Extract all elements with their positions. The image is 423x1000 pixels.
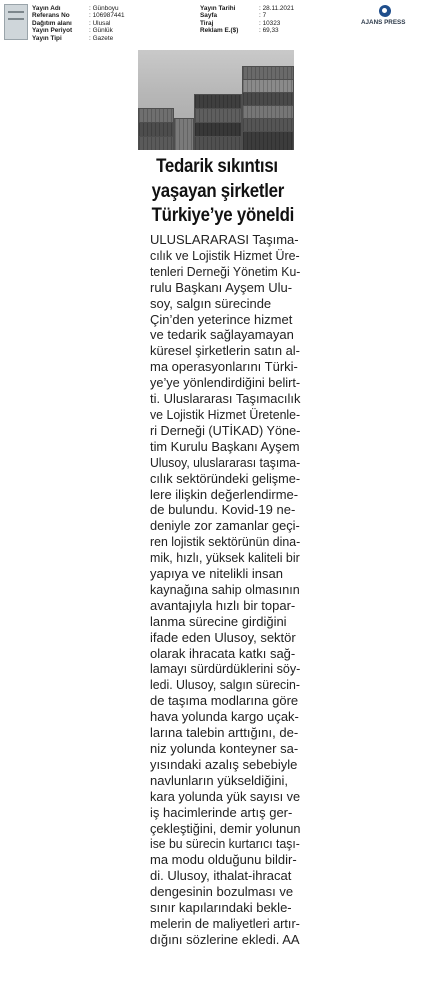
body-line: ma operasyonlarını Türki-	[150, 359, 298, 375]
body-line: iş hacimlerinde artış ger-	[150, 804, 293, 820]
info-label: Yayın Periyot	[32, 27, 73, 35]
info-value: : Ulusal	[89, 20, 110, 27]
info-label: Sayfa	[200, 12, 218, 20]
publication-info-left	[32, 5, 125, 42]
info-label: Referans No	[32, 12, 70, 20]
info-label: Yayın Tarihi	[200, 5, 236, 12]
page-thumbnail[interactable]	[4, 4, 28, 40]
body-line: de bulundu. Kovid-19 ne-	[150, 502, 296, 518]
info-row	[200, 5, 294, 12]
body-line: ifade eden Ulusoy, sektör	[150, 629, 296, 645]
info-value: : 7	[259, 12, 266, 19]
info-row	[32, 5, 125, 12]
info-value: : Günlük	[89, 27, 113, 34]
headline-line: yaşayan şirketler	[151, 179, 285, 202]
info-label: Yayın Tipi	[32, 34, 62, 42]
body-line: ti. Uluslararası Taşımacılık	[150, 391, 301, 407]
body-line: cılık sektöründeki gelişme-	[150, 470, 301, 486]
body-line: de taşıma modlarına göre	[150, 693, 299, 709]
container-stack	[174, 118, 194, 150]
info-row	[32, 20, 125, 27]
body-line: ULUSLARARASI Taşıma-	[150, 232, 299, 247]
body-line: yapıya ve nitelikli insan	[150, 566, 283, 582]
info-row	[32, 12, 125, 19]
ajans-press-logo-icon	[379, 5, 391, 17]
body-line: Çin’den yeterince hizmet	[150, 311, 293, 327]
container-terminal-photo	[138, 50, 294, 150]
body-line: hava yolunda kargo uçak-	[150, 709, 299, 725]
body-line: ise bu sürecin kurtarıcı taşı-	[150, 836, 300, 852]
info-row	[200, 20, 294, 27]
info-value: : Günboyu	[89, 5, 119, 12]
body-line: ve tedarik sağlayamayan	[150, 327, 294, 343]
clipping-header	[0, 0, 423, 46]
publication-info-right	[200, 5, 294, 35]
body-line: deniyle zor zamanlar geçi-	[150, 518, 300, 534]
headline-line: Türkiye’ye yöneldi	[151, 204, 295, 226]
body-line: ri Derneği (UTİKAD) Yöne-	[150, 422, 301, 438]
body-line: sınır kapılarındaki bekle-	[150, 900, 292, 916]
info-row	[32, 27, 125, 34]
body-line: ve Lojistik Hizmet Üretenle-	[150, 406, 301, 422]
article-headline	[151, 154, 295, 228]
info-value: : Gazete	[89, 35, 113, 42]
container-stack	[138, 136, 174, 150]
logo-text: AJANS PRESS	[361, 19, 406, 26]
body-line: lamayı sürdürdüklerini söy-	[150, 661, 301, 677]
body-line: Ulusoy, uluslararası taşıma-	[150, 454, 301, 470]
body-line: tim Kurulu Başkanı Ayşem	[150, 438, 300, 454]
body-line: niz yolunda konteyner sa-	[150, 741, 299, 756]
body-line: olarak ihracata katkı sağ-	[150, 645, 296, 661]
container-stack	[242, 131, 294, 150]
body-line: ma modu olduğunu bildir-	[150, 852, 297, 868]
body-line: tenleri Derneği Yönetim Ku-	[150, 263, 301, 279]
info-label: Dağıtım alanı	[32, 19, 72, 27]
body-line: ledi. Ulusoy, salgın sürecin-	[150, 677, 300, 693]
container-stack	[194, 136, 242, 150]
info-value: : 69,33	[259, 27, 279, 34]
info-label: Reklam E.($)	[200, 27, 239, 35]
body-line: ren lojistik sektörünün dina-	[150, 534, 301, 550]
info-label: Tiraj	[200, 19, 214, 27]
body-line: çekleştiğini, demir yolunun	[150, 820, 301, 836]
body-line: dengesinin bozulması ve	[150, 884, 294, 900]
info-label: Yayın Adı	[32, 5, 61, 12]
body-line: soy, salgın sürecinde	[150, 295, 272, 311]
body-line: kaynağına sahip olmasının	[150, 581, 300, 597]
info-value: : 10323	[259, 20, 280, 27]
body-line: cılık ve Lojistik Hizmet Üre-	[150, 247, 300, 263]
headline-line: Tedarik sıkıntısı	[156, 155, 278, 177]
info-row	[200, 27, 294, 34]
body-line: küresel şirketlerin satın al-	[150, 343, 300, 359]
body-line: rulu Başkanı Ayşem Ulu-	[150, 279, 293, 295]
body-line: dığını sözlerine ekledi. AA	[150, 931, 300, 947]
info-row	[32, 35, 125, 42]
info-row	[200, 12, 294, 19]
body-line: mik, hızlı, yüksek kaliteli bir	[150, 550, 300, 566]
body-line: avantajıyla hızlı bir topar-	[150, 597, 296, 613]
info-value: : 106987441	[89, 12, 125, 19]
body-line: kara yolunda yük sayısı ve	[150, 788, 301, 804]
ajans-press-logo	[361, 5, 421, 26]
body-line: navlunların yükseldiğini,	[150, 772, 289, 788]
body-line: yısındaki azalış sebebiyle	[150, 756, 298, 772]
body-line: melerin de maliyetleri artır-	[150, 915, 300, 931]
body-line: lanma sürecine girdiğini	[150, 613, 287, 629]
body-line: lere ilişkin değerlendirme-	[150, 486, 299, 502]
body-line: ye’ye yönlendirdiğini belirt-	[150, 375, 301, 391]
body-line: larına talebin arttığını, de-	[150, 725, 299, 741]
body-line: di. Ulusoy, ithalat-ihracat	[150, 868, 292, 884]
info-value: : 28.11.2021	[259, 5, 294, 12]
article-body	[150, 232, 300, 948]
